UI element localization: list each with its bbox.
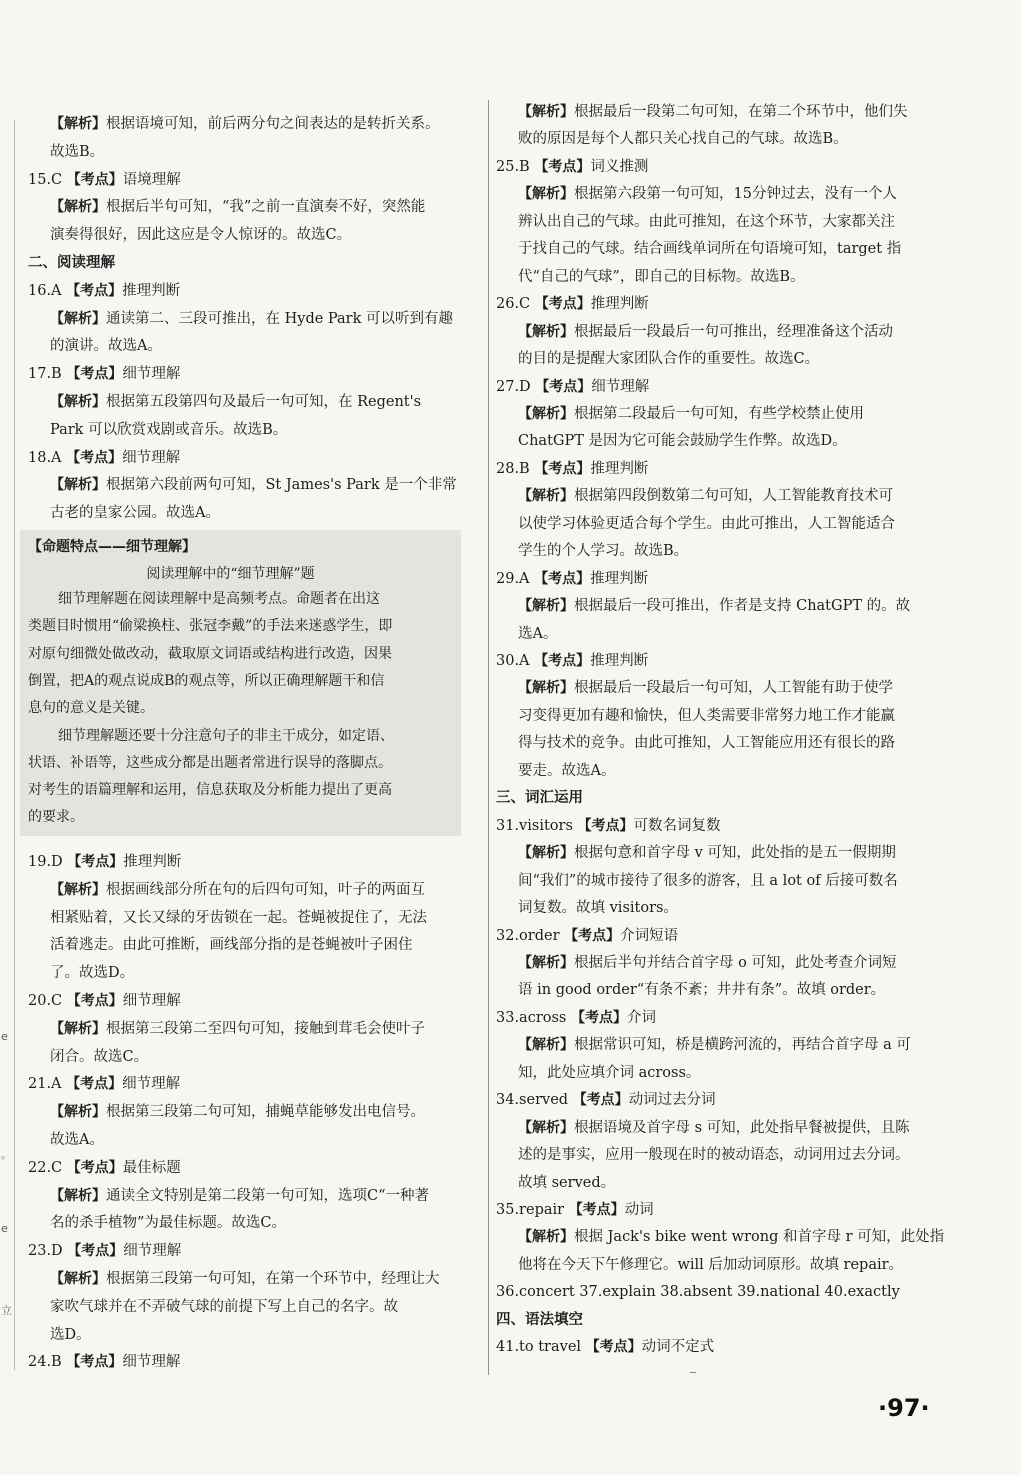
answer-line: 15.C 【考点】语境理解 xyxy=(28,171,181,188)
explanation-line: 选A。 xyxy=(518,625,558,642)
feature-box-line: 息句的意义是关键。 xyxy=(28,700,154,717)
explanation-line: 家吹气球并在不弄破气球的前提下写上自己的名字。故 xyxy=(50,1298,398,1315)
answer-line: 24.B 【考点】细节理解 xyxy=(28,1354,181,1371)
answer-line: 27.D 【考点】细节理解 xyxy=(496,378,650,395)
section-heading: 二、阅读理解 xyxy=(28,255,115,271)
answer-line: 18.A 【考点】细节理解 xyxy=(28,449,181,466)
answer-line: 19.D 【考点】推理判断 xyxy=(28,854,182,870)
page-number: ·97· xyxy=(878,1394,930,1422)
explanation-line: 【解析】根据 Jack's bike went wrong 和首字母 r 可知，此处指 xyxy=(518,1229,945,1246)
feature-box-line: 对原句细微处做改动，截取原文词语或结构进行改造，因果 xyxy=(28,645,392,662)
explanation-line: 演奏得很好，因此这应是令人惊讶的。故选C。 xyxy=(50,227,352,244)
explanation-line: 【解析】通读全文特别是第二段第一句可知，选项C“一种著 xyxy=(50,1187,430,1204)
answer-line: 17.B 【考点】细节理解 xyxy=(28,366,181,383)
answer-line: 21.A 【考点】细节理解 xyxy=(28,1076,181,1093)
explanation-line: 的目的是提醒大家团队合作的重要性。故选C。 xyxy=(518,351,820,368)
explanation-line: Park 可以欣赏戏剧或音乐。故选B。 xyxy=(50,421,288,438)
feature-box-line: 细节理解题还要十分注意句子的非主干成分，如定语、 xyxy=(58,727,394,744)
explanation-line: 【解析】根据画线部分所在句的后四句可知，叶子的两面互 xyxy=(50,881,425,898)
explanation-line: 得与技术的竞争。由此可推知，人工智能应用还有很长的路 xyxy=(518,735,895,752)
margin-mark: e xyxy=(1,1222,8,1235)
left-margin-rule xyxy=(14,120,15,1370)
explanation-line: 名的杀手植物”为最佳标题。故选C。 xyxy=(50,1215,287,1232)
explanation-line: 故填 served。 xyxy=(518,1174,616,1191)
explanation-line: 【解析】根据最后一段最后一句可推出，经理准备这个活动 xyxy=(518,323,893,340)
feature-box-line: 类题目时惯用“偷梁换柱、张冠李戴”的手法来迷惑学生，即 xyxy=(28,618,393,635)
explanation-line: 【解析】根据语境可知，前后两分句之间表达的是转折关系。 xyxy=(50,116,440,132)
answer-line: 26.C 【考点】推理判断 xyxy=(496,296,649,313)
explanation-line: 【解析】根据句意和首字母 v 可知，此处指的是五一假期期 xyxy=(518,845,896,862)
answer-line: 30.A 【考点】推理判断 xyxy=(496,653,649,669)
explanation-line: 【解析】根据常识可知，桥是横跨河流的，再结合首字母 a 可 xyxy=(518,1037,911,1054)
explanation-line: 选D。 xyxy=(50,1326,91,1343)
answer-line: 28.B 【考点】推理判断 xyxy=(496,460,649,477)
explanation-line: 故选A。 xyxy=(50,1132,104,1148)
explanation-line: 于找自己的气球。结合画线单词所在句语境可知，target 指 xyxy=(518,241,902,258)
explanation-line: 【解析】根据后半句可知，“我”之前一直演奏不好，突然能 xyxy=(50,199,426,216)
explanation-line: 闭合。故选C。 xyxy=(50,1048,149,1065)
feature-box-line: 细节理解题在阅读理解中是高频考点。命题者在出这 xyxy=(58,591,380,607)
explanation-line: 【解析】根据第六段第一句可知，15分钟过去，没有一个人 xyxy=(518,186,897,203)
explanation-line: 【解析】通读第二、三段可推出，在 Hyde Park 可以听到有趣 xyxy=(50,310,453,327)
explanation-line: 【解析】根据第二段最后一句可知，有些学校禁止使用 xyxy=(518,405,864,422)
explanation-line: 语 in good order“有条不紊；井井有条”。故填 order。 xyxy=(518,982,886,999)
explanation-line: 【解析】根据最后一段第二句可知，在第二个环节中，他们失 xyxy=(518,104,908,120)
explanation-line: 述的是事实，应用一般现在时的被动语态，动词用过去分词。 xyxy=(518,1147,910,1164)
explanation-line: 辨认出自己的气球。由此可推知，在这个环节，大家都关注 xyxy=(518,213,895,230)
margin-mark: 立 xyxy=(1,1304,12,1317)
explanation-line: 【解析】根据后半句并结合首字母 o 可知，此处考查介词短 xyxy=(518,954,897,971)
section-heading: 三、词汇运用 xyxy=(496,790,583,807)
explanation-line: 活着逃走。由此可推断，画线部分指的是苍蝇被叶子困住 xyxy=(50,937,413,954)
explanation-line: 【解析】根据最后一段可推出，作者是支持 ChatGPT 的。故 xyxy=(518,598,911,615)
explanation-line: 【解析】根据最后一段最后一句可知，人工智能有助于使学 xyxy=(518,680,893,697)
explanation-line: 要走。故选A。 xyxy=(518,762,616,779)
feature-box-line: 倒置，把A的观点说成B的观点等，所以正确理解题干和信 xyxy=(28,672,385,689)
answer-line: 20.C 【考点】细节理解 xyxy=(28,993,181,1009)
explanation-line: ChatGPT 是因为它可能会鼓励学生作弊。故选D。 xyxy=(518,433,847,450)
answer-line: 36.concert 37.explain 38.absent 39.national 40.exactly xyxy=(496,1284,900,1301)
answer-line: 25.B 【考点】词义推测 xyxy=(496,158,649,175)
explanation-line: 的演讲。故选A。 xyxy=(50,338,162,355)
answer-line: 32.order 【考点】介词短语 xyxy=(496,927,679,944)
explanation-line: 【解析】根据第六段前两句可知，St James's Park 是一个非常 xyxy=(50,477,457,494)
explanation-line: 【解析】根据第三段第一句可知，在第一个环节中，经理让大 xyxy=(50,1271,440,1287)
section-heading: 四、语法填空 xyxy=(496,1311,583,1328)
explanation-line: 习变得更加有趣和愉快，但人类需要非常努力地工作才能赢 xyxy=(518,707,895,724)
explanation-line: 他将在今天下午修理它。will 后加动词原形。故填 repair。 xyxy=(518,1256,904,1273)
feature-box-line: 的要求。 xyxy=(28,809,84,826)
explanation-line: 败的原因是每个人都只关心找自己的气球。故选B。 xyxy=(518,131,848,148)
margin-mark: 。 xyxy=(1,1148,12,1161)
answer-line: 23.D 【考点】细节理解 xyxy=(28,1243,182,1260)
feature-box-line: 对考生的语篇理解和运用，信息获取及分析能力提出了更高 xyxy=(28,782,392,799)
explanation-line: 代“自己的气球”，即自己的目标物。故选B。 xyxy=(518,268,805,285)
explanation-line: 学生的个人学习。故选B。 xyxy=(518,543,689,560)
explanation-line: 相紧贴着，又长又绿的牙齿锁在一起。苍蝇被捉住了，无法 xyxy=(50,909,427,926)
explanation-line: 【解析】根据语境及首字母 s 可知，此处指早餐被提供，且陈 xyxy=(518,1119,910,1136)
answer-line: 35.repair 【考点】动词 xyxy=(496,1202,654,1218)
answer-line: 34.served 【考点】动词过去分词 xyxy=(496,1092,716,1109)
answer-line: 22.C 【考点】最佳标题 xyxy=(28,1159,181,1176)
explanation-line: 以使学习体验更适合每个学生。由此可推出，人工智能适合 xyxy=(518,515,895,532)
explanation-line: 【解析】根据第五段第四句及最后一句可知，在 Regent's xyxy=(50,394,422,410)
answer-line: 33.across 【考点】介词 xyxy=(496,1009,656,1026)
explanation-line: 【解析】根据第三段第二至四句可知，接触到茸毛会使叶子 xyxy=(50,1020,425,1037)
explanation-line: 古老的皇家公园。故选A。 xyxy=(50,505,220,522)
stray-mark xyxy=(690,1372,696,1373)
answer-line: 29.A 【考点】推理判断 xyxy=(496,570,649,587)
explanation-line: 【解析】根据第四段倒数第二句可知，人工智能教育技术可 xyxy=(518,488,893,505)
explanation-line: 词复数。故填 visitors。 xyxy=(518,900,678,917)
feature-box-title: 【命题特点——细节理解】 xyxy=(28,539,196,555)
explanation-line: 知，此处应填介词 across。 xyxy=(518,1064,701,1081)
explanation-line: 【解析】根据第三段第二句可知，捕蝇草能够发出电信号。 xyxy=(50,1104,425,1121)
feature-box-line: 状语、补语等，这些成分都是出题者常进行误导的落脚点。 xyxy=(28,754,392,771)
margin-mark: e xyxy=(1,1030,8,1043)
column-divider xyxy=(488,100,489,1375)
answer-line: 16.A 【考点】推理判断 xyxy=(28,282,181,299)
feature-box-subtitle: 阅读理解中的“细节理解”题 xyxy=(146,566,315,582)
explanation-line: 故选B。 xyxy=(50,143,105,160)
answer-line: 31.visitors 【考点】可数名词复数 xyxy=(496,817,721,834)
explanation-line: 了。故选D。 xyxy=(50,965,135,982)
explanation-line: 间“我们”的城市接待了很多的游客，且 a lot of 后接可数名 xyxy=(518,872,898,889)
answer-line: 41.to travel 【考点】动词不定式 xyxy=(496,1339,715,1356)
